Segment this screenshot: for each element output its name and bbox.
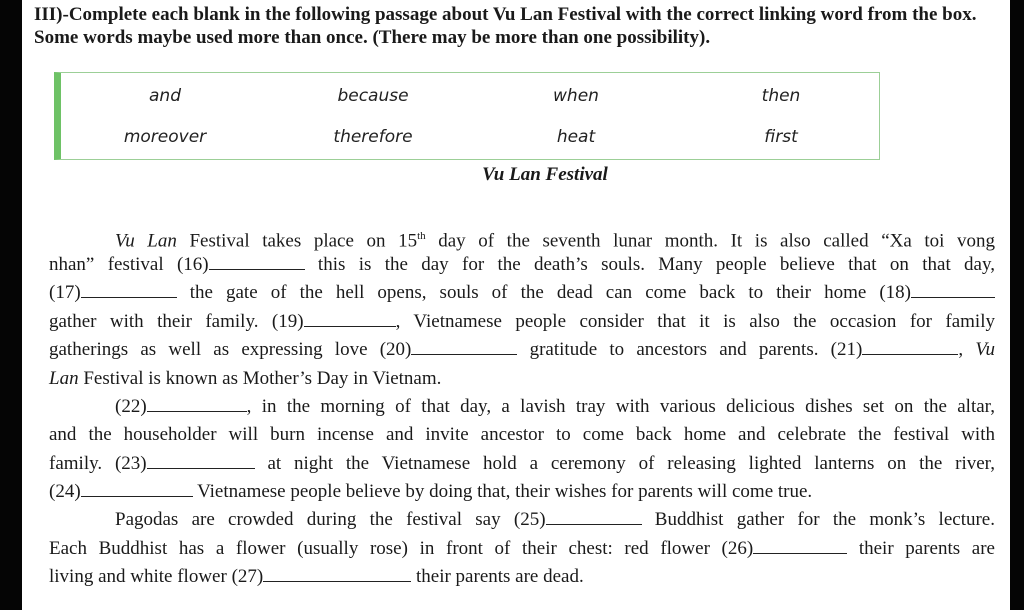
- passage-line: gather with their family. (19) , Vietnamese people consider that it is also the occasion for family: [49, 308, 995, 336]
- word-option: heat: [556, 127, 596, 147]
- answer-blank-22[interactable]: [147, 393, 247, 412]
- passage-line: nhan” festival (16) this is the day for the death’s souls. Many people believe that on that day,: [49, 251, 995, 279]
- passage-line: Vu Lan Festival takes place on 15th day of the seventh lunar month. It is also called “Xa toi vong: [115, 230, 996, 252]
- exercise-instruction: III)-Complete each blank in the following passage about Vu Lan Festival with the correct linking word from the box. Some words maybe used more than once. (There may be more than one possibility).: [34, 4, 977, 48]
- passage-line: Pagodas are crowded during the festival say (25) Buddhist gather for the monk’s lecture.: [49, 506, 995, 534]
- answer-blank-19[interactable]: [304, 308, 396, 327]
- passage-line: Lan Festival is known as Mother’s Day in Vietnam.: [49, 368, 442, 389]
- answer-blank-26[interactable]: [753, 535, 847, 554]
- answer-blank-21[interactable]: [862, 336, 958, 355]
- word-option: moreover: [123, 127, 207, 147]
- answer-blank-17[interactable]: [81, 279, 177, 298]
- passage-title: Vu Lan Festival: [482, 164, 608, 185]
- word-option: therefore: [333, 127, 413, 147]
- passage-line: gatherings as well as expressing love (20) gratitude to ancestors and parents. (21) , Vu: [49, 336, 995, 364]
- left-border: [0, 0, 22, 610]
- word-box: [54, 72, 880, 160]
- word-option: then: [761, 86, 801, 106]
- word-option: when: [553, 86, 599, 106]
- right-border: [1010, 0, 1024, 610]
- answer-blank-27[interactable]: [263, 563, 411, 582]
- passage-line: living and white flower (27) their parents are dead.: [49, 563, 995, 591]
- passage-line: and the householder will burn incense and invite ancestor to come back home and celebrate the festival with: [49, 424, 995, 445]
- passage-line: (24) Vietnamese people believe by doing that, their wishes for parents will come true.: [49, 478, 995, 506]
- passage-line: family. (23) at night the Vietnamese hold a ceremony of releasing lighted lanterns on the river,: [49, 450, 995, 478]
- answer-blank-18[interactable]: [911, 279, 995, 298]
- passage-line: (22) , in the morning of that day, a lavish tray with various delicious dishes set on the altar,: [49, 393, 995, 421]
- word-option: and: [149, 86, 181, 106]
- word-option: because: [337, 86, 409, 106]
- answer-blank-20[interactable]: [411, 336, 517, 355]
- answer-blank-23[interactable]: [147, 450, 255, 469]
- answer-blank-24[interactable]: [81, 478, 193, 497]
- answer-blank-16[interactable]: [209, 251, 305, 270]
- word-option: first: [764, 127, 798, 147]
- answer-blank-25[interactable]: [546, 506, 642, 525]
- passage-line: (17) the gate of the hell opens, souls of the dead can come back to their home (18): [49, 279, 995, 307]
- passage-line: Each Buddhist has a flower (usually rose) in front of their chest: red flower (26) their parents are: [49, 535, 995, 563]
